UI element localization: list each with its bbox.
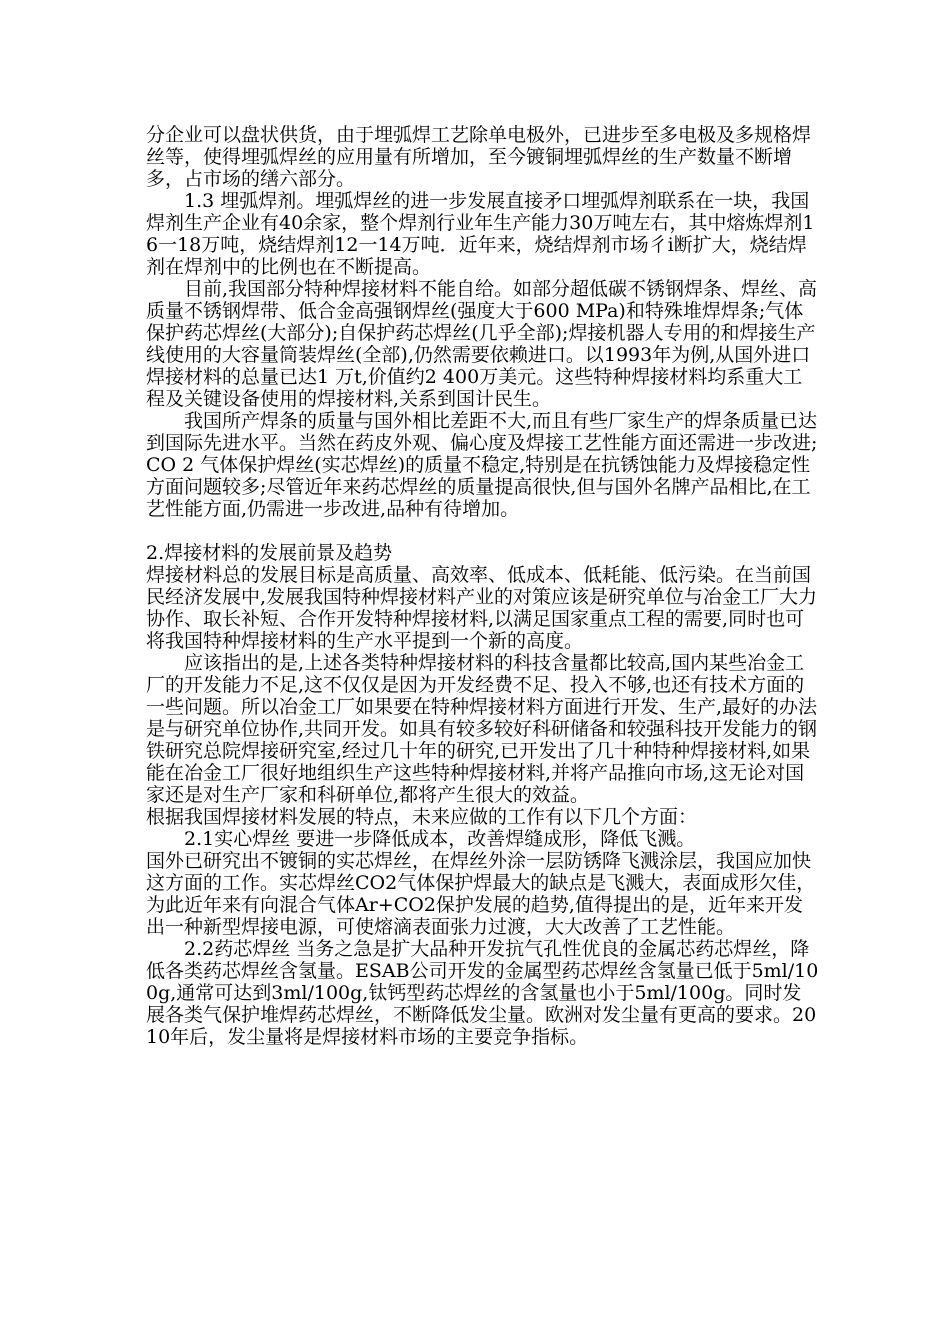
document-body [146, 124, 820, 1048]
paragraph-electrode-quality: 我国所产焊条的质量与国外相比差距不大,而且有些厂家生产的焊条质量已达到国际先进水平。当然在药皮外观、偏心度及焊接工艺性能方面还需进一步改进;CO 2 气体保护焊丝(实芯焊丝)的质量不稳定,特别是在抗锈蚀能力及焊接稳定性方面问题较多;尽管近年来药芯焊丝的质量提高很快,但与国外名牌产品相比,在工艺性能方面,仍需进一步改进,品种有待增加。 [146, 410, 818, 520]
section-heading: 2.焊接材料的发展前景及趋势 [146, 542, 393, 564]
paragraph-spacer [146, 520, 820, 542]
paragraph-cooperation: 应该指出的是,上述各类特种焊接材料的科技含量都比较高,国内某些冶金工厂的开发能力不足,这不仅仅是因为开发经费不足、投入不够,也还有技术方面的一些问题。所以冶金工厂如果要在特种焊接材料方面进行开发、生产,最好的办法是与研究单位协作,共同开发。如具有较多较好科研储备和较强科技开发能力的钢铁研究总院焊接研究室,经过几十年的研究,已开发出了几十种特种焊接材料,如果能在冶金工厂很好地组织生产这些特种焊接材料,并将产品推向市场,这无论对国家还是对生产厂家和科研单位,都将产生很大的效益。 [146, 652, 818, 806]
subsection-solid-wire: 2.1实心焊丝 要进一步降低成本，改善焊缝成形，降低飞溅。 [184, 828, 696, 850]
paragraph-future-work-intro: 根据我国焊接材料发展的特点，未来应做的工作有以下几个方面： [146, 806, 698, 828]
paragraph-special-materials-import: 目前,我国部分特种焊接材料不能自给。如部分超低碳不锈钢焊条、焊丝、高质量不锈钢焊带、低合金高强钢焊丝(强度大于600 MPa)和特殊堆焊焊条;气体保护药芯焊丝(大部分);自保护药芯焊丝(几乎全部);焊接机器人专用的和焊接生产线使用的大容量筒装焊丝(全部),仍然需要依赖进口。以1993年为例,从国外进口焊接材料的总量已达1 万t,价值约2 400万美元。这些特种焊接材料均系重大工程及关键设备使用的焊接材料,关系到国计民生。 [146, 278, 818, 410]
subsection-flux-cored-wire: 2.2药芯焊丝 当务之急是扩大品种开发抗气孔性优良的金属芯药芯焊丝，降低各类药芯焊丝含氢量。ESAB公司开发的金属型药芯焊丝含氢量已低于5ml/100g,通常可达到3ml/100g,钛钙型药芯焊丝的含氢量也小于5ml/100g。同时发展各类气保护堆焊药芯焊丝，不断降低发尘量。欧洲对发尘量有更高的要求。2010年后，发尘量将是焊接材料市场的主要竞争指标。 [146, 938, 819, 1048]
paragraph-development-goals: 焊接材料总的发展目标是高质量、高效率、低成本、低耗能、低污染。在当前国民经济发展中,发展我国特种焊接材料产业的对策应该是研究单位与冶金工厂大力协作、取长补短、合作开发特种焊接材料,以满足国家重点工程的需要,同时也可将我国特种焊接材料的生产水平提到一个新的高度。 [146, 564, 818, 652]
paragraph-solid-wire-details: 国外已研究出不镀铜的实芯焊丝，在焊丝外涂一层防锈降飞溅涂层，我国应加快这方面的工作。实芯焊丝CO2气体保护焊最大的缺点是飞溅大，表面成形欠佳，为此近年来有向混合气体Ar+CO2保护发展的趋势,值得提出的是，近年来开发出一种新型焊接电源，可使熔滴表面张力过渡，大大改善了工艺性能。 [146, 850, 816, 938]
paragraph-continuation: 分企业可以盘状供货，由于埋弧焊工艺除单电极外，已进步至多电极及多规格焊丝等，使得埋弧焊丝的应用量有所增加，至今镀铜埋弧焊丝的生产数量不断增多，占市场的缮六部分。 [146, 124, 812, 190]
paragraph-submerged-arc-flux: 1.3 埋弧焊剂。埋弧焊丝的进一步发展直接矛口埋弧焊剂联系在一块，我国焊剂生产企业有40余家，整个焊剂行业年生产能力30万吨左右，其中熔炼焊剂16一18万吨，烧结焊剂12一14万吨．近年来，烧结焊剂市场彳i断扩大，烧结焊剂在焊剂中的比例也在不断提高。 [146, 190, 815, 278]
